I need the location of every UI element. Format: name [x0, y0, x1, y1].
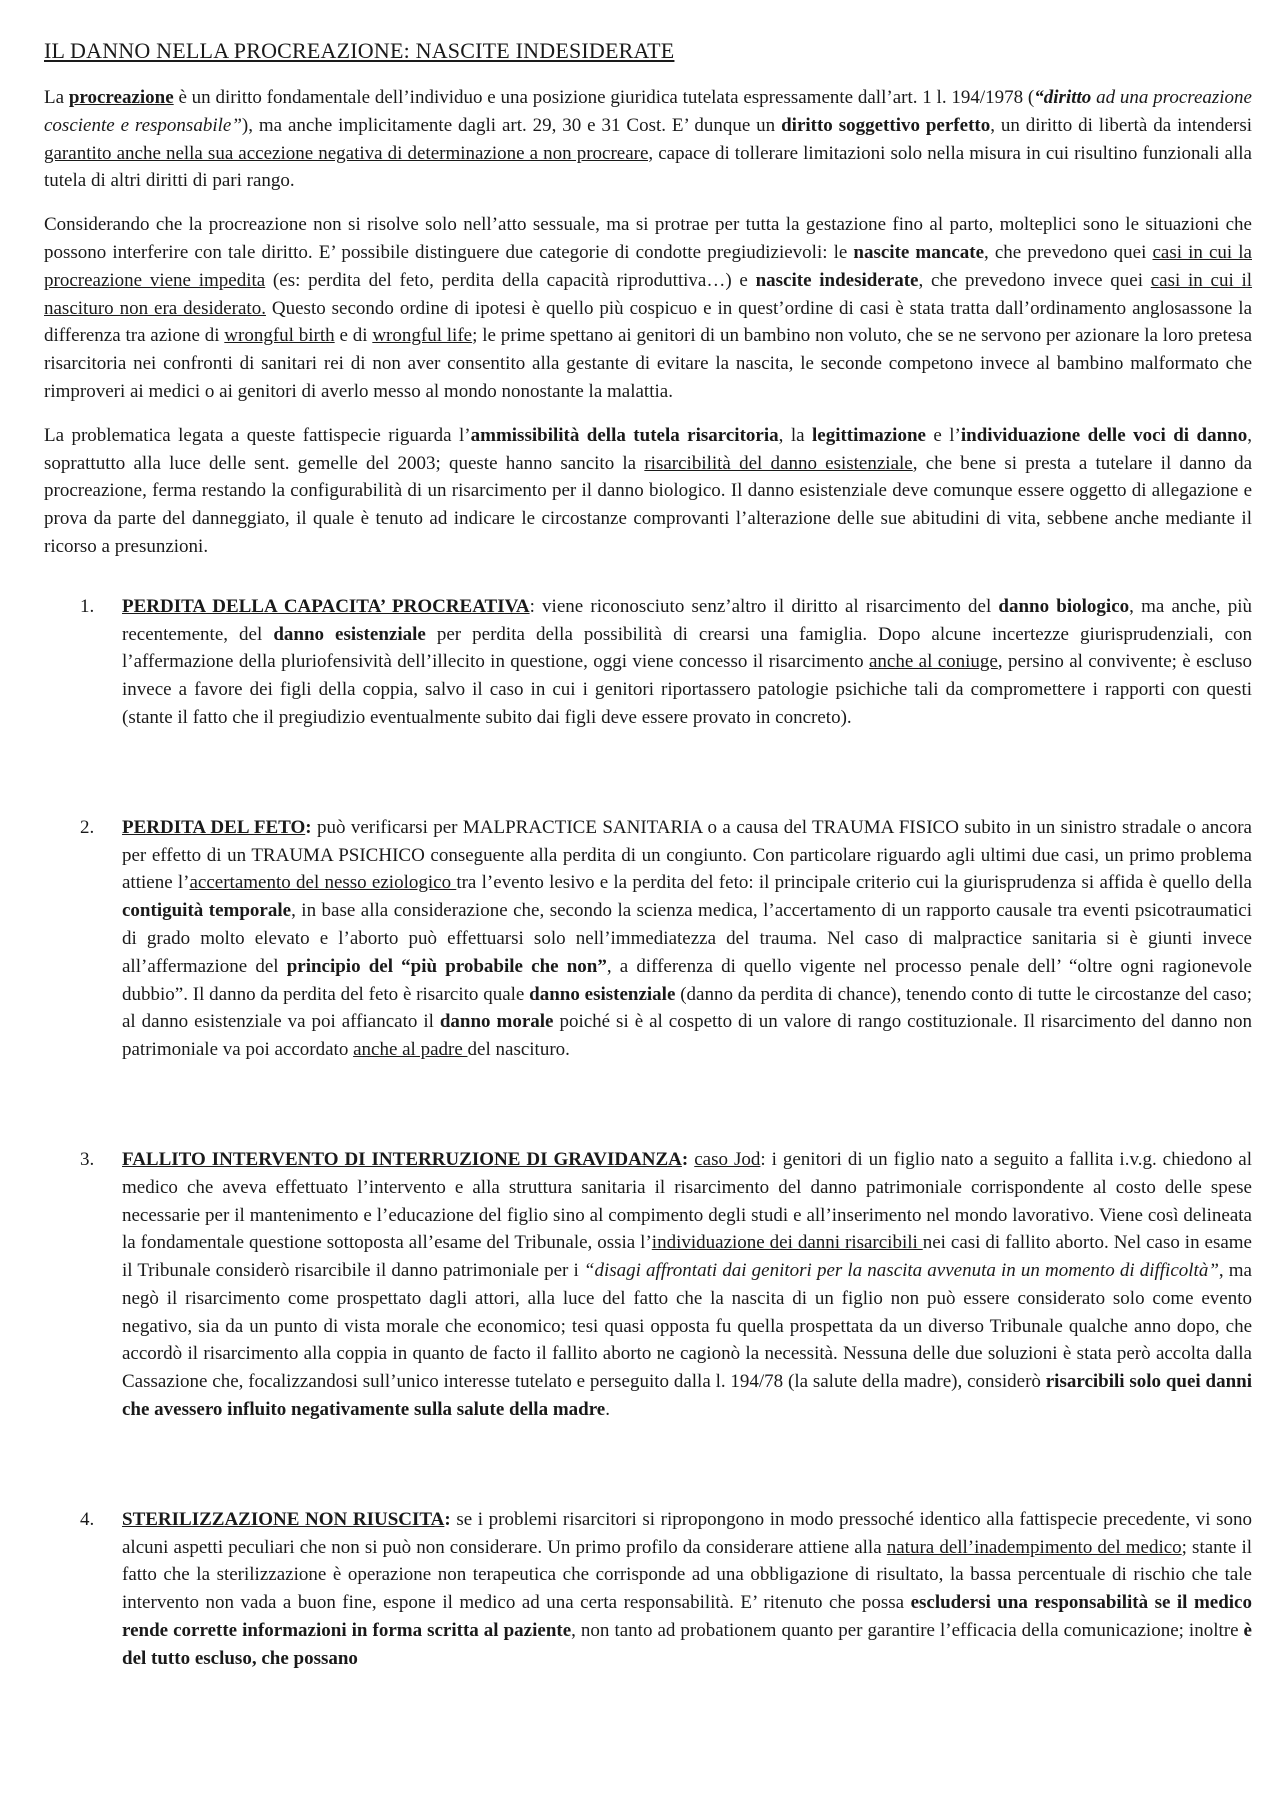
list-item-heading: FALLITO INTERVENTO DI INTERRUZIONE DI GRAVIDANZA: [122, 1148, 682, 1170]
term-wrongful-birth: wrongful birth: [224, 325, 335, 347]
list-number: 4.: [80, 1508, 95, 1530]
list-item: 4. STERILIZZAZIONE NON RIUSCITA: se i problemi risarcitori si ripropongono in modo pressoché identico alla fattispecie precedente, vi sono alcuni aspetti peculiari che non si può non considerare. Un primo profilo da considerare attiene alla natura dell’inadempimento del medico; stante il fatto che la sterilizzazione è operazione non terapeutica che corrisponde ad una obbligazione di risultato, la bassa percentuale di rischio che tale intervento non vada a buon fine, espone il medico ad una certa responsabilità. E’ ritenuto che possa escludersi una responsabilità se il medico rende corrette informazioni in forma scritta al paziente, non tanto ad probationem quanto per garantire l’efficacia della comunicazione; inoltre è del tutto escluso, che possano: [44, 1506, 1252, 1673]
term-procreazione: procreazione: [68, 87, 174, 108]
list-number: 1.: [80, 595, 95, 617]
list-number: 2.: [80, 816, 95, 838]
numbered-list: [44, 593, 1252, 1673]
paragraph-problematica: La problematica legata a queste fattispecie riguarda l’ammissibilità della tutela risarcitoria, la legittimazione e l’individuazione delle voci di danno, soprattutto alla luce delle sent. gemelle del 2003; queste hanno sancito la risarcibilità del danno esistenziale, che bene si presta a tutelare il danno da procreazione, ferma restando la configurabilità di un risarcimento per il danno biologico. Il danno esistenziale deve comunque essere oggetto di allegazione e prova da parte del danneggiato, il quale è tenuto ad indicare le circostanze comprovanti l’alterazione delle sue abitudini di vita, sebbene anche mediante il ricorso a presunzioni.: [44, 424, 1253, 557]
paragraph-categories: Considerando che la procreazione non si risolve solo nell’atto sessuale, ma si protrae per tutta la gestazione fino al parto, molteplici sono le situazioni che possono interferire con tale diritto. E’ possibile distinguere due categorie di condotte pregiudizievoli: le nascite mancate, che prevedono quei casi in cui la procreazione viene impedita (es: perdita del feto, perdita della capacità riproduttiva…) e nascite indesiderate, che prevedono invece quei casi in cui il nascituro non era desiderato. Questo secondo ordine di ipotesi è quello più cospicuo e in quest’ordine di casi è stata tratta dall’ordinamento anglosassone la differenza tra azione di wrongful birth e di wrongful life; le prime spettano ai genitori di un bambino non voluto, che se ne servono per azionare la loro pretesa risarcitoria nei confronti di sanitari rei di non aver consentito alla gestante di evitare la nascita, le seconde competono invece al bambino malformato che rimproveri ai medici o ai genitori di averlo messo al mondo nonostante la malattia.: [44, 214, 1253, 402]
term-caso-jod: caso Jod: [694, 1148, 761, 1170]
list-item-heading: PERDITA DEL FETO: [122, 816, 306, 838]
term-wrongful-life: wrongful life: [372, 325, 473, 347]
list-item: 3. FALLITO INTERVENTO DI INTERRUZIONE DI GRAVIDANZA: caso Jod: i genitori di un figlio nato a seguito a fallita i.v.g. chiedono al medico che aveva effettuato l’intervento e alla struttura sanitaria il risarcimento del danno patrimoniale corrispondente al costo delle spese necessarie per il mantenimento e l’educazione del figlio sino al compimento degli studi e all’inserimento nel mondo lavorativo. Viene così delineata la fondamentale questione sottoposta all’esame del Tribunale, ossia l’individuazione dei danni risarcibili nei casi di fallito aborto. Nel caso in esame il Tribunale considerò risarcibile il danno patrimoniale per i “disagi affrontati dai genitori per la nascita avvenuta in un momento di difficoltà”, ma negò il risarcimento come prospettato dagli attori, alla luce del fatto che la nascita di un figlio non può essere considerato solo come evento negativo, sia da un punto di vista morale che economico; tesi quasi opposta fu quella prospettata da un diverso Tribunale qualche anno dopo, che accordò il risarcimento alla coppia in quanto de facto il fallito aborto ne cagionò la necessità. Nessuna delle due soluzioni è stata però accolta dalla Cassazione che, focalizzandosi sull’unico interesse tutelato e perseguito dalla l. 194/78 (la salute della madre), considerò risarcibili solo quei danni che avessero influito negativamente sulla salute della madre.: [44, 1146, 1252, 1424]
document-page: [44, 36, 1252, 1673]
list-item-heading: PERDITA DELLA CAPACITA’ PROCREATIVA: [122, 595, 530, 617]
list-item: 1. PERDITA DELLA CAPACITA’ PROCREATIVA: viene riconosciuto senz’altro il diritto al risarcimento del danno biologico, ma anche, più recentemente, del danno esistenziale per perdita della possibilità di crearsi una famiglia. Dopo alcune incertezze giurisprudenziali, con l’affermazione della pluriofensività dell’illecito in questione, oggi viene concesso il risarcimento anche al coniuge, persino al convivente; è escluso invece a favore dei figli della coppia, salvo il caso in cui i genitori riportassero patologie psichiche tali da compromettere i rapporti con questi (stante il fatto che il pregiudizio eventualmente subito dai figli deve essere provato in concreto).: [44, 593, 1252, 732]
list-number: 3.: [80, 1148, 95, 1170]
list-item: 2. PERDITA DEL FETO: può verificarsi per MALPRACTICE SANITARIA o a causa del TRAUMA FISICO subito in un sinistro stradale o ancora per effetto di un TRAUMA PSICHICO conseguente alla perdita di un congiunto. Con particolare riguardo agli ultimi due casi, un primo problema attiene l’accertamento del nesso eziologico tra l’evento lesivo e la perdita del feto: il principale criterio cui la giurisprudenza si affida è quello della contiguità temporale, in base alla considerazione che, secondo la scienza medica, l’accertamento di un rapporto causale tra eventi psicotraumatici di grado molto elevato e l’aborto può effettuarsi solo nell’immediatezza del trauma. Nel caso di malpractice sanitaria si è giunti invece all’affermazione del principio del “più probabile che non”, a differenza di quello vigente nel processo penale dell’ “oltre ogni ragionevole dubbio”. Il danno da perdita del feto è risarcito quale danno esistenziale (danno da perdita di chance), tenendo conto di tutte le circostanze del caso; al danno esistenziale va poi affiancato il danno morale poiché si è al cospetto di un valore di rango costituzionale. Il risarcimento del danno non patrimoniale va poi accordato anche al padre del nascituro.: [44, 814, 1252, 1064]
list-item-heading: STERILIZZAZIONE NON RIUSCITA: [122, 1508, 445, 1530]
paragraph-intro: La procreazione è un diritto fondamentale dell’individuo e una posizione giuridica tutelata espressamente dall’art. 1 l. 194/1978 (“diritto ad una procreazione cosciente e responsabile”), ma anche implicitamente dagli art. 29, 30 e 31 Cost. E’ dunque un diritto soggettivo perfetto, un diritto di libertà da intendersi garantito anche nella sua accezione negativa di determinazione a non procreare, capace di tollerare limitazioni solo nella misura in cui risultino funzionali alla tutela di altri diritti di pari rango.: [44, 87, 1252, 192]
document-title: IL DANNO NELLA PROCREAZIONE: NASCITE INDESIDERATE: [44, 38, 675, 63]
